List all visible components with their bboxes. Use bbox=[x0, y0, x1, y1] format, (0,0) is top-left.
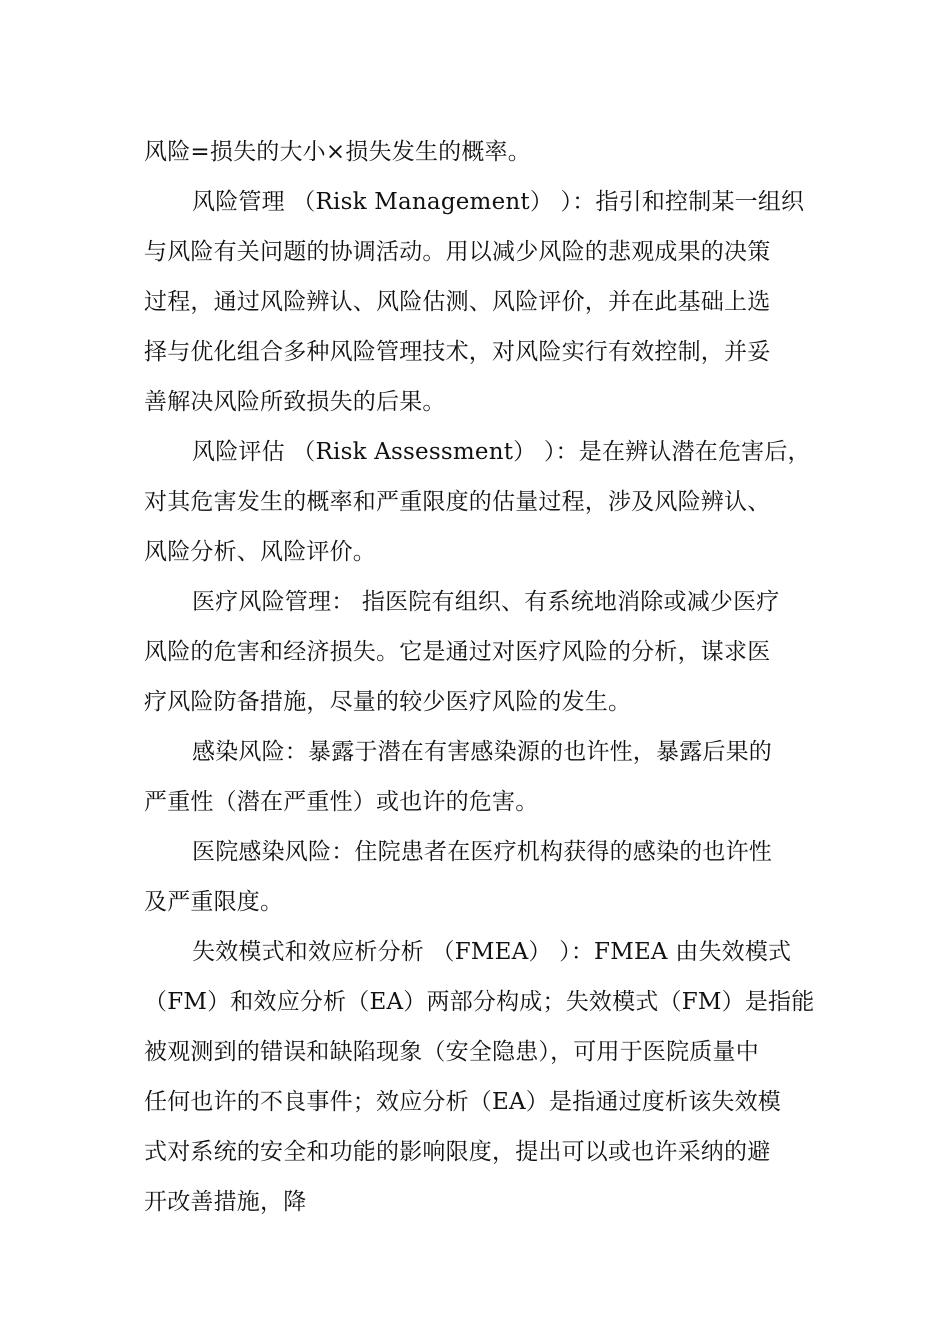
risk-management-definition-line-1: 风险管理 （Risk Management） ）：指引和控制某一组织 bbox=[192, 189, 805, 215]
medical-risk-management-line-3: 疗风险防备措施，尽量的较少医疗风险的发生。 bbox=[144, 689, 632, 715]
medical-risk-management-line-2: 风险的危害和经济损失。它是通过对医疗风险的分析，谋求医 bbox=[144, 639, 771, 665]
risk-management-definition-line-5: 善解决风险所致损失的后果。 bbox=[144, 389, 446, 415]
fmea-definition-line-6: 开改善措施，降 bbox=[144, 1189, 307, 1215]
risk-assessment-definition-line-3: 风险分析、风险评价。 bbox=[144, 539, 376, 565]
hospital-infection-risk-line-2: 及严重限度。 bbox=[144, 889, 284, 915]
fmea-definition-line-2: （FM）和效应分析（EA）两部分构成；失效模式（FM）是指能 bbox=[144, 989, 815, 1015]
fmea-definition-line-4: 任何也许的不良事件；效应分析（EA）是指通过度析该失效模 bbox=[144, 1089, 781, 1115]
risk-assessment-definition-line-1: 风险评估 （Risk Assessment） ）：是在辨认潜在危害后， bbox=[192, 439, 811, 465]
fmea-definition-line-5: 式对系统的安全和功能的影响限度，提出可以或也许采纳的避 bbox=[144, 1139, 771, 1165]
medical-risk-management-line-1: 医疗风险管理： 指医院有组织、有系统地消除或减少医疗 bbox=[192, 589, 780, 615]
infection-risk-line-2: 严重性（潜在严重性）或也许的危害。 bbox=[144, 789, 539, 815]
infection-risk-line-1: 感染风险：暴露于潜在有害感染源的也许性，暴露后果的 bbox=[192, 739, 772, 765]
risk-management-definition-line-4: 择与优化组合多种风险管理技术，对风险实行有效控制，并妥 bbox=[144, 339, 771, 365]
risk-management-definition-line-2: 与风险有关问题的协调活动。用以减少风险的悲观成果的决策 bbox=[144, 239, 771, 265]
fmea-definition-line-3: 被观测到的错误和缺陷现象（安全隐患），可用于医院质量中 bbox=[144, 1039, 759, 1065]
risk-formula-line: 风险=损失的大小×损失发生的概率。 bbox=[144, 139, 531, 165]
risk-assessment-definition-line-2: 对其危害发生的概率和严重限度的估量过程，涉及风险辨认、 bbox=[144, 489, 771, 515]
risk-management-definition-line-3: 过程，通过风险辨认、风险估测、风险评价，并在此基础上选 bbox=[144, 289, 771, 315]
hospital-infection-risk-line-1: 医院感染风险：住院患者在医疗机构获得的感染的也许性 bbox=[192, 839, 772, 865]
fmea-definition-line-1: 失效模式和效应析分析 （FMEA） ）：FMEA 由失效模式 bbox=[192, 939, 792, 965]
